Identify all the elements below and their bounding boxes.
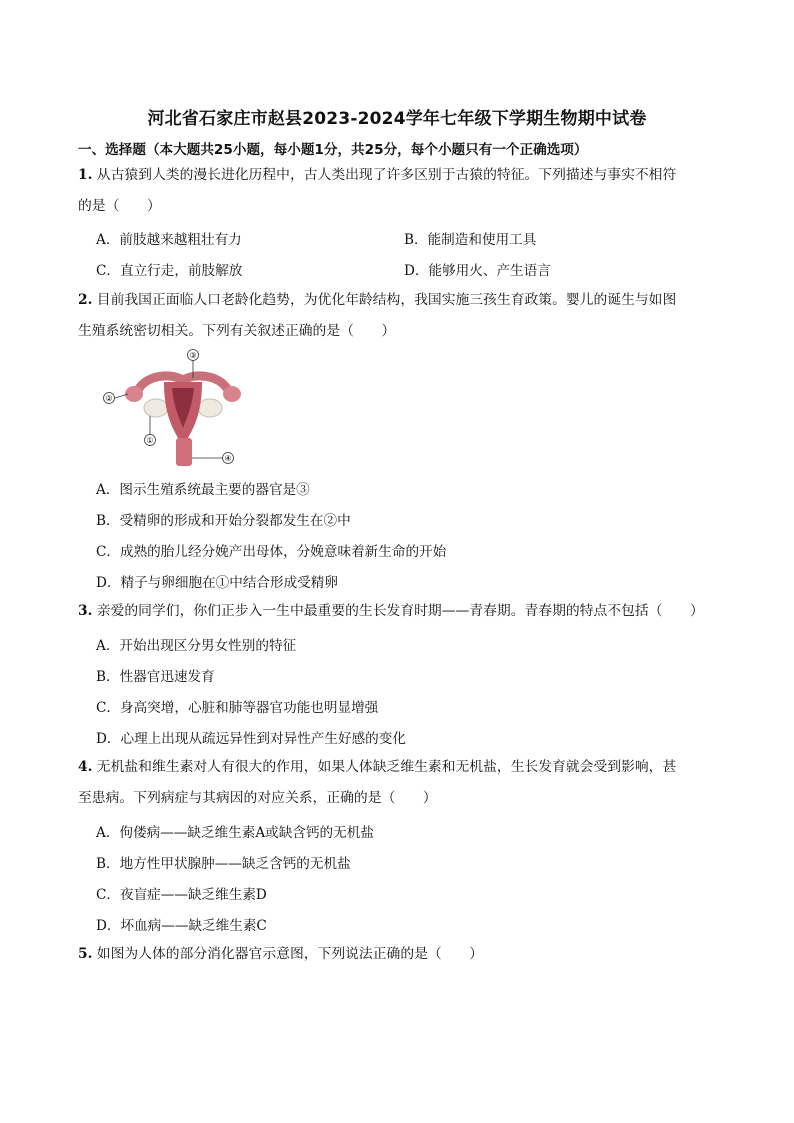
diagram-label-1: ①: [146, 436, 154, 445]
question-3-option-a: A．开始出现区分男女性别的特征: [96, 638, 297, 654]
question-3-option-c: C．身高突增，心脏和肺等器官功能也明显增强: [96, 700, 379, 716]
question-number: 3.: [78, 603, 93, 619]
ovary-right-shape: [198, 399, 222, 417]
question-3-option-d: D．心理上出现从疏远异性到对异性产生好感的变化: [96, 731, 406, 747]
question-4-option-c: C．夜盲症——缺乏维生素D: [96, 887, 267, 903]
section-heading: 一、选择题（本大题共25小题，每小题1分，共25分，每个小题只有一个正确选项）: [78, 142, 588, 158]
question-2-option-a: A．图示生殖系统最主要的器官是③: [96, 482, 310, 498]
diagram-label-3: ③: [189, 351, 197, 360]
question-text-line: 至患病。下列病症与其病因的对应关系，正确的是（ ）: [78, 790, 437, 806]
question-2-stem: [78, 285, 718, 347]
question-1-option-b: B．能制造和使用工具: [404, 232, 537, 248]
question-4-stem: [78, 752, 718, 814]
question-5-stem: [78, 939, 718, 970]
question-text-line: 生殖系统密切相关。下列有关叙述正确的是（ ）: [78, 323, 396, 339]
diagram-label-4: ④: [224, 454, 232, 463]
question-3-option-b: B．性器官迅速发育: [96, 669, 215, 685]
diagram-label-2: ②: [105, 394, 113, 403]
exam-title: 河北省石家庄市赵县2023-2024学年七年级下学期生物期中试卷: [147, 109, 647, 129]
question-text-line: 如图为人体的部分消化器官示意图，下列说法正确的是（ ）: [96, 946, 484, 962]
question-1-option-d: D．能够用火、产生语言: [404, 263, 551, 279]
question-4-option-d: D．坏血病——缺乏维生素C: [96, 918, 267, 934]
question-number: 4.: [78, 759, 93, 775]
question-1-option-a: A．前肢越来越粗壮有力: [96, 232, 242, 248]
question-2-option-b: B．受精卵的形成和开始分裂都发生在②中: [96, 513, 351, 529]
question-text-line: 无机盐和维生素对人有很大的作用，如果人体缺乏维生素和无机盐，生长发育就会受到影响，甚: [96, 759, 677, 775]
ovary-left-shape: [144, 399, 168, 417]
question-number: 1.: [78, 167, 93, 183]
question-text-line: 亲爱的同学们，你们正步入一生中最重要的生长发育时期——青春期。青春期的特点不包括（ ）: [96, 603, 704, 619]
question-4-option-b: B．地方性甲状腺肿——缺乏含钙的无机盐: [96, 856, 351, 872]
vagina-shape: [176, 438, 192, 466]
question-4-option-a: A．佝偻病——缺乏维生素A或缺含钙的无机盐: [96, 825, 374, 841]
question-text-line: 从古猿到人类的漫长进化历程中，古人类出现了许多区别于古猿的特征。下列描述与事实不相符: [96, 167, 677, 183]
question-2-option-d: D．精子与卵细胞在①中结合形成受精卵: [96, 575, 338, 591]
question-text-line: 的是（ ）: [78, 198, 161, 214]
question-3-stem: [78, 596, 718, 627]
female-reproductive-system-diagram: [98, 346, 268, 470]
question-2-option-c: C．成熟的胎儿经分娩产出母体，分娩意味着新生命的开始: [96, 544, 447, 560]
question-text-line: 目前我国正面临人口老龄化趋势，为优化年龄结构，我国实施三孩生育政策。婴儿的诞生与如图: [96, 292, 677, 308]
question-1-stem: [78, 160, 718, 222]
fimbria-right-shape: [223, 386, 241, 402]
question-1-option-c: C．直立行走，前肢解放: [96, 263, 243, 279]
question-number: 5.: [78, 946, 93, 962]
question-number: 2.: [78, 292, 93, 308]
